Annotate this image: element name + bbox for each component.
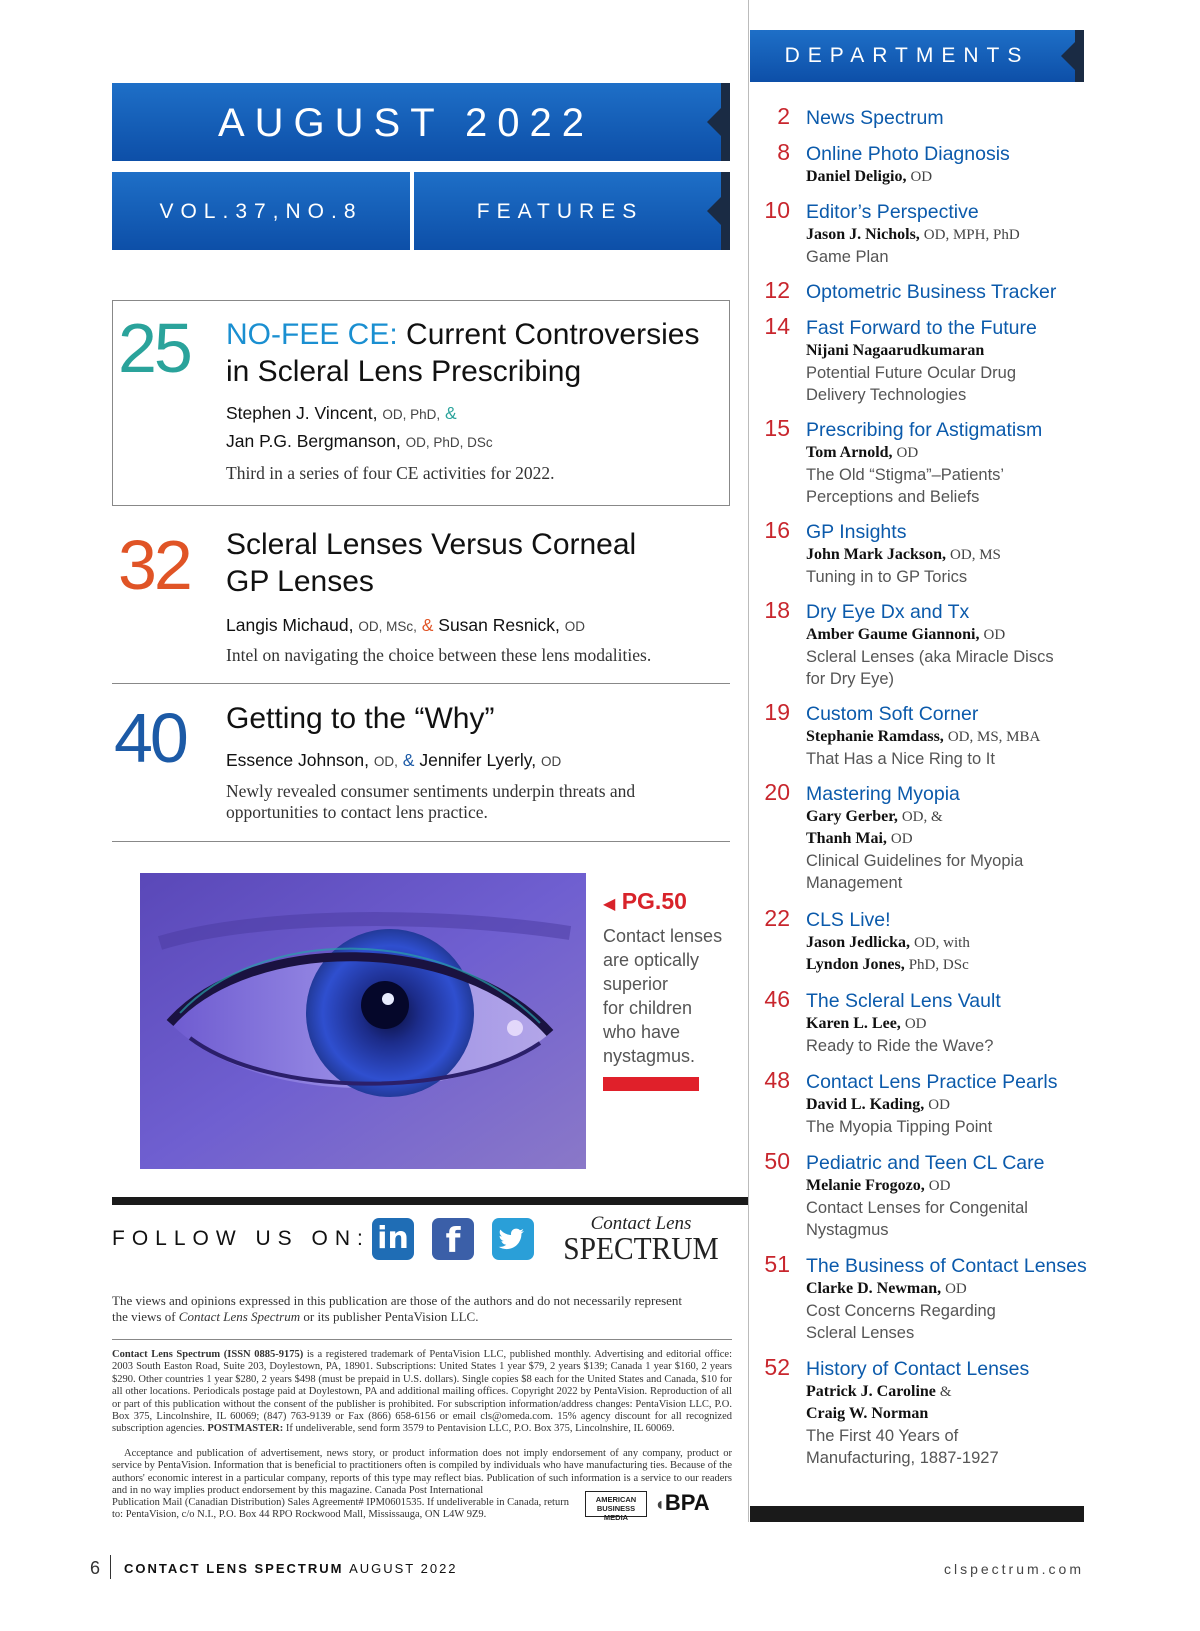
author-name: David L. Kading,: [806, 1096, 925, 1113]
caption-line: superior: [603, 974, 669, 994]
department-author: [806, 806, 1096, 828]
author-credentials: OD: [896, 445, 919, 461]
bpa-text: BPA: [664, 1490, 710, 1515]
author-name: Thanh Mai,: [806, 830, 887, 847]
feature-authors: [226, 747, 706, 775]
caption-line: for children: [603, 998, 693, 1018]
eye-illustration: [140, 873, 586, 1169]
legal-text: is a registered trademark of PentaVision LLC, published monthly. Advertising and editorial office: 2003 South Easton Road, Suite 203, Doylestown, PA, 18901. Subscriptions: United States 1 year $79, 2 years $139; Canada 1 year $160, 2 years $290. Other countries 1 year $280, 2 years $498 (must be prepaid in U.S. dollars). Single copies $8 each for the United States and Canada, $10 for all other locations. Periodicals postage paid at Doylestown, PA and additional mailing offices. Copyright 2022 by PentaVision. Reproduction of all or part of this publication without the consent of the publisher is prohibited. For subscription information/address changes: PentaVision LLC, P.O. Box 375, Lincolnshire, IL 60069; (847) 763-9139 or Fax (866) 658-6156 or email cls@omeda.com. 15% agency discount for all recognized subscription agencies.: [112, 1349, 733, 1435]
legal-paragraph: Publication Mail (Canadian Distribution) Sales Agreement# IPM0601535. If undeliverable in Canada, return to: PentaVision, c/o N.I., P.O. Box 44 RPO Rockwood Mall, Mississauga, ON L4W 9Z9.: [112, 1497, 569, 1521]
author-name: Karen L. Lee,: [806, 1015, 901, 1032]
eye-photo: [140, 873, 586, 1169]
author-credentials: OD: [890, 831, 913, 847]
department-page: 19: [764, 699, 790, 725]
department-subtitle: Delivery Technologies: [806, 386, 967, 404]
department-page: 15: [764, 415, 790, 441]
department-subtitle: The Myopia Tipping Point: [806, 1118, 993, 1136]
department-author: [806, 442, 1096, 464]
author-credentials: OD, MS: [950, 547, 1001, 563]
department-author: [806, 1094, 1096, 1116]
department-subtitle: Ready to Ride the Wave?: [806, 1037, 994, 1055]
department-author: [806, 954, 1096, 976]
department-page: 46: [764, 986, 790, 1012]
twitter-bird-glyph: [492, 1218, 534, 1260]
footer-magazine-name: CONTACT LENS SPECTRUM: [124, 1561, 344, 1576]
author-name: Patrick J. Caroline: [806, 1383, 936, 1400]
author-name: Jason J. Nichols,: [806, 226, 920, 243]
photo-caption: [603, 924, 743, 1068]
legal-paragraph: [112, 1349, 732, 1436]
page-reference: PG.50: [621, 888, 687, 914]
department-author: [806, 1403, 1096, 1424]
feature-description: Intel on navigating the choice between these lens modalities.: [226, 645, 652, 665]
author-credentials: OD: [928, 1178, 951, 1194]
department-subtitle: Perceptions and Beliefs: [806, 488, 980, 506]
feature-title-line1: Current Controversies: [397, 318, 700, 351]
feature-page-number: 25: [118, 309, 190, 387]
feature-page-number: 32: [118, 526, 190, 604]
department-author: [806, 166, 1096, 188]
department-author: [806, 544, 1096, 566]
author-credentials: OD: [910, 169, 933, 185]
department-title: CLS Live!: [806, 909, 891, 931]
features-banner: [414, 172, 730, 250]
department-title: The Business of Contact Lenses: [806, 1255, 1087, 1277]
author-name: John Mark Jackson,: [806, 546, 947, 563]
department-page: 16: [764, 517, 790, 543]
logo-bottom-text: SPECTRUM: [563, 1230, 719, 1266]
department-page: 12: [764, 277, 790, 303]
description-line: opportunities to contact lens practice.: [226, 802, 488, 822]
month-banner: [112, 83, 730, 161]
disclaimer-text: the views of: [112, 1309, 179, 1324]
department-subtitle: The First 40 Years of: [806, 1427, 959, 1445]
department-title: History of Contact Lenses: [806, 1358, 1030, 1380]
department-title: Custom Soft Corner: [806, 703, 979, 725]
bpa-swoosh-icon: ◖: [654, 1494, 665, 1514]
department-subtitle: Tuning in to GP Torics: [806, 568, 968, 586]
author-credentials: OD, &: [901, 809, 943, 825]
department-title: Prescribing for Astigmatism: [806, 419, 1043, 441]
department-page: 48: [764, 1067, 790, 1093]
feature-description: [226, 781, 716, 823]
chevron-left-icon: ◀: [603, 896, 616, 913]
footer-separator: [110, 1555, 111, 1579]
department-author: [806, 932, 1096, 954]
department-page: 10: [764, 197, 790, 223]
author-name: Langis Michaud,: [226, 615, 354, 635]
caption-line: are optically: [603, 950, 700, 970]
features-label: FEATURES: [476, 200, 644, 223]
page-reference-link[interactable]: [603, 888, 687, 915]
caption-line: who have: [603, 1022, 681, 1042]
legal-divider: [112, 1339, 732, 1340]
magazine-logo: [556, 1213, 726, 1266]
feature-authors: [226, 400, 706, 456]
feature-description: Third in a series of four CE activities for 2022.: [226, 463, 555, 483]
department-title: Editor’s Perspective: [806, 201, 979, 223]
follow-label: FOLLOW US ON:: [112, 1227, 370, 1250]
footer-magazine: [124, 1561, 458, 1576]
departments-title: DEPARTMENTS: [784, 44, 1030, 67]
author-credentials: OD: [928, 1097, 950, 1113]
department-title: The Scleral Lens Vault: [806, 990, 1001, 1012]
department-subtitle: Nystagmus: [806, 1221, 889, 1239]
author-credentials: OD: [983, 627, 1006, 643]
author-name: Essence Johnson,: [226, 750, 370, 770]
feature-page-number: 40: [114, 699, 186, 777]
abm-logo: AMERICAN BUSINESS MEDIA: [585, 1491, 647, 1517]
logo-top-text: Contact Lens: [590, 1213, 692, 1234]
department-author: [806, 1381, 1096, 1403]
department-title: GP Insights: [806, 521, 907, 543]
department-title: Fast Forward to the Future: [806, 317, 1037, 339]
department-subtitle: Manufacturing, 1887-1927: [806, 1449, 999, 1467]
author-credentials: OD,: [373, 754, 398, 769]
feature-title[interactable]: Getting to the “Why”: [226, 702, 495, 735]
facebook-icon[interactable]: f: [432, 1218, 474, 1260]
disclaimer-italic: Contact Lens Spectrum: [178, 1309, 301, 1324]
author-name: Stephanie Ramdass,: [806, 728, 944, 745]
volume-banner: [112, 172, 410, 250]
banner-notch: [1061, 42, 1075, 70]
author-name: Amber Gaume Giannoni,: [806, 626, 980, 643]
feature-title[interactable]: [226, 526, 706, 600]
department-author: [806, 726, 1096, 748]
author-credentials: OD, MPH, PhD: [923, 227, 1020, 243]
feature-divider: [112, 683, 730, 684]
departments-footer-bar: [750, 1506, 1084, 1522]
legal-bold: Contact Lens Spectrum (ISSN 0885-9175): [112, 1349, 304, 1360]
disclaimer: [112, 1293, 732, 1325]
department-page: 18: [764, 597, 790, 623]
department-title: Optometric Business Tracker: [806, 281, 1057, 303]
feature-title[interactable]: [226, 316, 706, 390]
department-subtitle: Scleral Lenses (aka Miracle Discs: [806, 648, 1054, 666]
department-subtitle: The Old “Stigma”–Patients’: [806, 466, 1005, 484]
department-title: Dry Eye Dx and Tx: [806, 601, 970, 623]
linkedin-icon[interactable]: in: [372, 1218, 414, 1260]
twitter-icon[interactable]: [492, 1218, 534, 1260]
department-author: [806, 1175, 1096, 1197]
follow-divider: [112, 1197, 748, 1205]
page-number: 6: [90, 1558, 101, 1578]
caption-line: Contact lenses: [603, 926, 723, 946]
author-credentials: OD: [540, 754, 562, 769]
volume-label: VOL.37,NO.8: [159, 200, 363, 223]
author-name: Gary Gerber,: [806, 808, 898, 825]
department-subtitle: Contact Lenses for Congenital: [806, 1199, 1028, 1217]
author-credentials: OD, MS, MBA: [947, 729, 1041, 745]
author-name: Jennifer Lyerly,: [419, 750, 537, 770]
feature-title-line2: in Scleral Lens Prescribing: [226, 355, 582, 388]
department-title: News Spectrum: [806, 107, 944, 129]
footer-website-link[interactable]: clspectrum.com: [943, 1561, 1084, 1577]
department-author: [806, 340, 1096, 361]
author-name: Jason Jedlicka,: [806, 934, 911, 951]
author-ampersand: &: [444, 403, 457, 423]
author-name: Stephen J. Vincent,: [226, 403, 378, 423]
department-title: Online Photo Diagnosis: [806, 143, 1010, 165]
issue-month-title: AUGUST 2022: [217, 101, 595, 145]
author-name: Jan P.G. Bergmanson,: [226, 431, 401, 451]
department-author: [806, 1278, 1096, 1300]
footer-issue: AUGUST 2022: [349, 1561, 458, 1576]
disclaimer-line: The views and opinions expressed in this publication are those of the authors and do not necessarily represent: [112, 1293, 683, 1308]
author-credentials: OD, MSc,: [358, 619, 417, 634]
author-name: Clarke D. Newman,: [806, 1280, 942, 1297]
feature-authors: [226, 612, 706, 640]
banner-edge: [721, 83, 730, 161]
department-author: [806, 1013, 1096, 1035]
bpa-logo: [654, 1490, 710, 1516]
department-subtitle: Game Plan: [806, 248, 889, 266]
author-credentials: OD: [564, 619, 585, 634]
department-subtitle: for Dry Eye): [806, 670, 895, 688]
author-credentials: OD, with: [914, 935, 970, 951]
feature-title-prefix: NO-FEE CE:: [226, 318, 398, 351]
author-name: Susan Resnick,: [438, 615, 560, 635]
department-page: 2: [777, 103, 790, 129]
author-ampersand: &: [402, 750, 415, 770]
feature-title-line2: GP Lenses: [226, 565, 374, 598]
author-credentials: OD, PhD, DSc: [405, 435, 493, 450]
department-title: Pediatric and Teen CL Care: [806, 1152, 1045, 1174]
author-name: Melanie Frogozo,: [806, 1177, 925, 1194]
department-title: Mastering Myopia: [806, 783, 960, 805]
banner-edge: [1075, 30, 1084, 82]
author-ampersand: &: [421, 615, 434, 635]
author-credentials: OD: [904, 1016, 927, 1032]
department-page: 52: [764, 1354, 790, 1380]
description-line: Newly revealed consumer sentiments underpin threats and: [226, 781, 636, 801]
author-name: Nijani Nagaarudkumaran: [806, 342, 985, 359]
department-subtitle: Potential Future Ocular Drug: [806, 364, 1017, 382]
author-name: Daniel Deligio,: [806, 168, 907, 185]
department-author: [806, 624, 1096, 646]
feature-title-line1: Scleral Lenses Versus Corneal: [226, 528, 637, 561]
author-name: Craig W. Norman: [806, 1405, 929, 1422]
department-subtitle: Scleral Lenses: [806, 1324, 915, 1342]
department-page: 22: [764, 905, 790, 931]
disclaimer-text: or its publisher PentaVision LLC.: [300, 1309, 479, 1324]
departments-banner: [750, 30, 1084, 82]
department-subtitle: That Has a Nice Ring to It: [806, 750, 995, 768]
banner-notch: [707, 108, 721, 136]
department-subtitle: Clinical Guidelines for Myopia: [806, 852, 1024, 870]
department-page: 20: [764, 779, 790, 805]
author-credentials: OD: [945, 1281, 967, 1297]
department-page: 51: [764, 1251, 790, 1277]
department-page: 50: [764, 1148, 790, 1174]
caption-accent-bar: [603, 1077, 699, 1091]
feature-divider: [112, 841, 730, 842]
legal-bold: POSTMASTER:: [207, 1423, 284, 1435]
banner-edge: [721, 172, 730, 250]
department-subtitle: Management: [806, 874, 903, 892]
department-author: [806, 224, 1096, 246]
caption-line: nystagmus.: [603, 1046, 696, 1066]
department-title: Contact Lens Practice Pearls: [806, 1071, 1058, 1093]
department-subtitle: Cost Concerns Regarding: [806, 1302, 996, 1320]
department-author: [806, 828, 1096, 850]
banner-notch: [707, 197, 721, 225]
author-credentials: &: [939, 1384, 952, 1400]
department-page: 14: [764, 313, 790, 339]
author-credentials: PhD, DSc: [908, 957, 969, 973]
author-name: Tom Arnold,: [806, 444, 893, 461]
department-page: 8: [777, 139, 790, 165]
author-name: Lyndon Jones,: [806, 956, 905, 973]
legal-text: If undeliverable, send form 3579 to Pentavision LLC, P.O. Box 375, Lincolnshire, IL 60069.: [283, 1423, 675, 1435]
column-divider: [748, 0, 749, 1522]
author-credentials: OD, PhD,: [382, 407, 441, 422]
legal-paragraph: Acceptance and publication of advertisement, news story, or product information does not imply endorsement of any company, product or service by PentaVision. Information that is beneficial to practitioners often is compiled by individuals who have manufacturing ties. Because of the authors' economic interest in a particular company, reports of this type may reflect bias. Publication of such information is a service to our readers and in no way implies product endorsement by this magazine. Canada Post International: [112, 1448, 732, 1497]
